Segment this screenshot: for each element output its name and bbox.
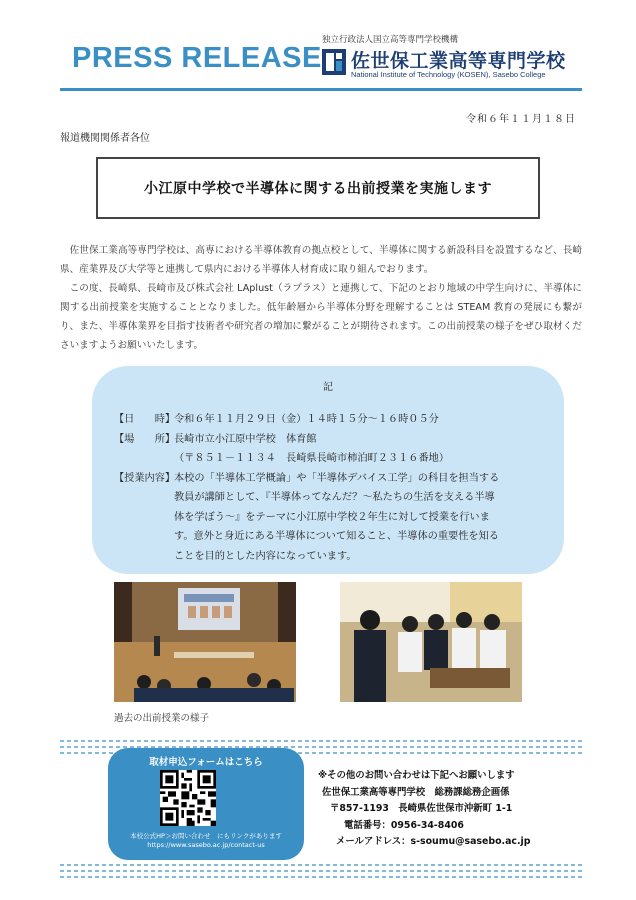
contact-heading: ※その他のお問い合わせは下記へお願いします — [318, 770, 515, 781]
photo-caption: 過去の出前授業の様子 — [114, 713, 210, 724]
body-text — [60, 241, 582, 355]
date-label: 【日 時】 — [114, 414, 176, 425]
event-details-box — [92, 366, 564, 574]
classroom-photo-students — [340, 582, 522, 702]
place-address: （〒８５１－１１３４ 長崎県長崎市柿泊町２３１６番地） — [174, 453, 450, 464]
form-note — [108, 832, 304, 850]
school-name: 佐世保工業高等専門学校 — [351, 50, 566, 72]
interview-form-title: 取材申込フォームはこちら — [149, 757, 263, 768]
form-note-line-1: 本校公式HP＞お問い合わせ にもリンクがあります — [130, 832, 282, 840]
parent-organization: 独立行政法人国立高等専門学校機構 — [322, 35, 459, 45]
recipient: 報道機関関係者各位 — [60, 133, 150, 144]
contact-address: 〒857-1193 長崎県佐世保市沖新町 1-1 — [330, 803, 513, 814]
content-line-4: す。意外と身近にある半導体について知ること、半導体の重要性を知る — [174, 531, 499, 542]
contact-email[interactable]: メールアドレス：s-soumu@sasebo.ac.jp — [336, 836, 531, 847]
place-label: 【場 所】 — [114, 433, 176, 445]
interview-form-box — [108, 748, 304, 860]
content-line-5: ことを目的とした内容になっています。 — [174, 550, 357, 562]
date-value: 令和６年１１月２９日（金）１４時１５分～１６時０５分 — [174, 414, 439, 425]
footer-bottom-divider — [60, 862, 582, 882]
contact-department: 佐世保工業高等専門学校 総務課総務企画係 — [322, 786, 510, 798]
document-title: 小江原中学校で半導体に関する出前授業を実施します — [144, 181, 492, 197]
body-paragraph-1: 佐世保工業高等専門学校は、高専における半導体教育の拠点校として、半導体に関する新設科目を設置するなど、長崎県、産業界及び大学等と連携して県内における半導体人材育成に取り組んでおります。 — [60, 245, 582, 275]
body-paragraph-2: この度、長崎県、長崎市及び株式会社 LAplust（ラプラス）と連携して、下記のとおり地域の中学生向けに、半導体に関する出前授業を実施することとなりました。低年齢層から半導体分野を理解することは STEAM 教育の発展にも繋がり、また、半導体業界を目指す技術者や研究者の増加に繋がることが期待されます。この出前授業の様子をぜひ取材くださいますようお願いいたします。 — [60, 283, 582, 351]
content-line-3: 体を学ぼう～』をテーマに小江原中学校２年生に対して授業を行いま — [174, 511, 490, 523]
notation-heading: 記 — [323, 382, 333, 393]
content-label: 【授業内容】 — [114, 472, 176, 484]
release-date: 令和６年１１月１８日 — [466, 114, 576, 125]
classroom-photo-gym — [114, 582, 296, 702]
content-line-1: 本校の「半導体工学概論」や「半導体デバイス工学」の科目を担当する — [174, 472, 500, 484]
school-name-english: National Institute of Technology (KOSEN), Sasebo College — [351, 70, 546, 79]
school-logo-icon — [322, 49, 346, 75]
press-release-title: PRESS RELEASE — [72, 42, 322, 74]
header-divider — [60, 88, 582, 91]
qr-code-icon[interactable] — [160, 770, 216, 826]
title-box — [96, 157, 540, 219]
place-value: 長崎市立小江原中学校 体育館 — [174, 433, 317, 445]
contact-info — [318, 768, 530, 851]
contact-phone: 電話番号：0956-34-8406 — [344, 819, 464, 831]
form-url-link[interactable]: https://www.sasebo.ac.jp/contact-us — [147, 841, 265, 849]
content-line-2: 教員が講師として、『半導体ってなんだ？～私たちの生活を支える半導 — [174, 492, 495, 503]
